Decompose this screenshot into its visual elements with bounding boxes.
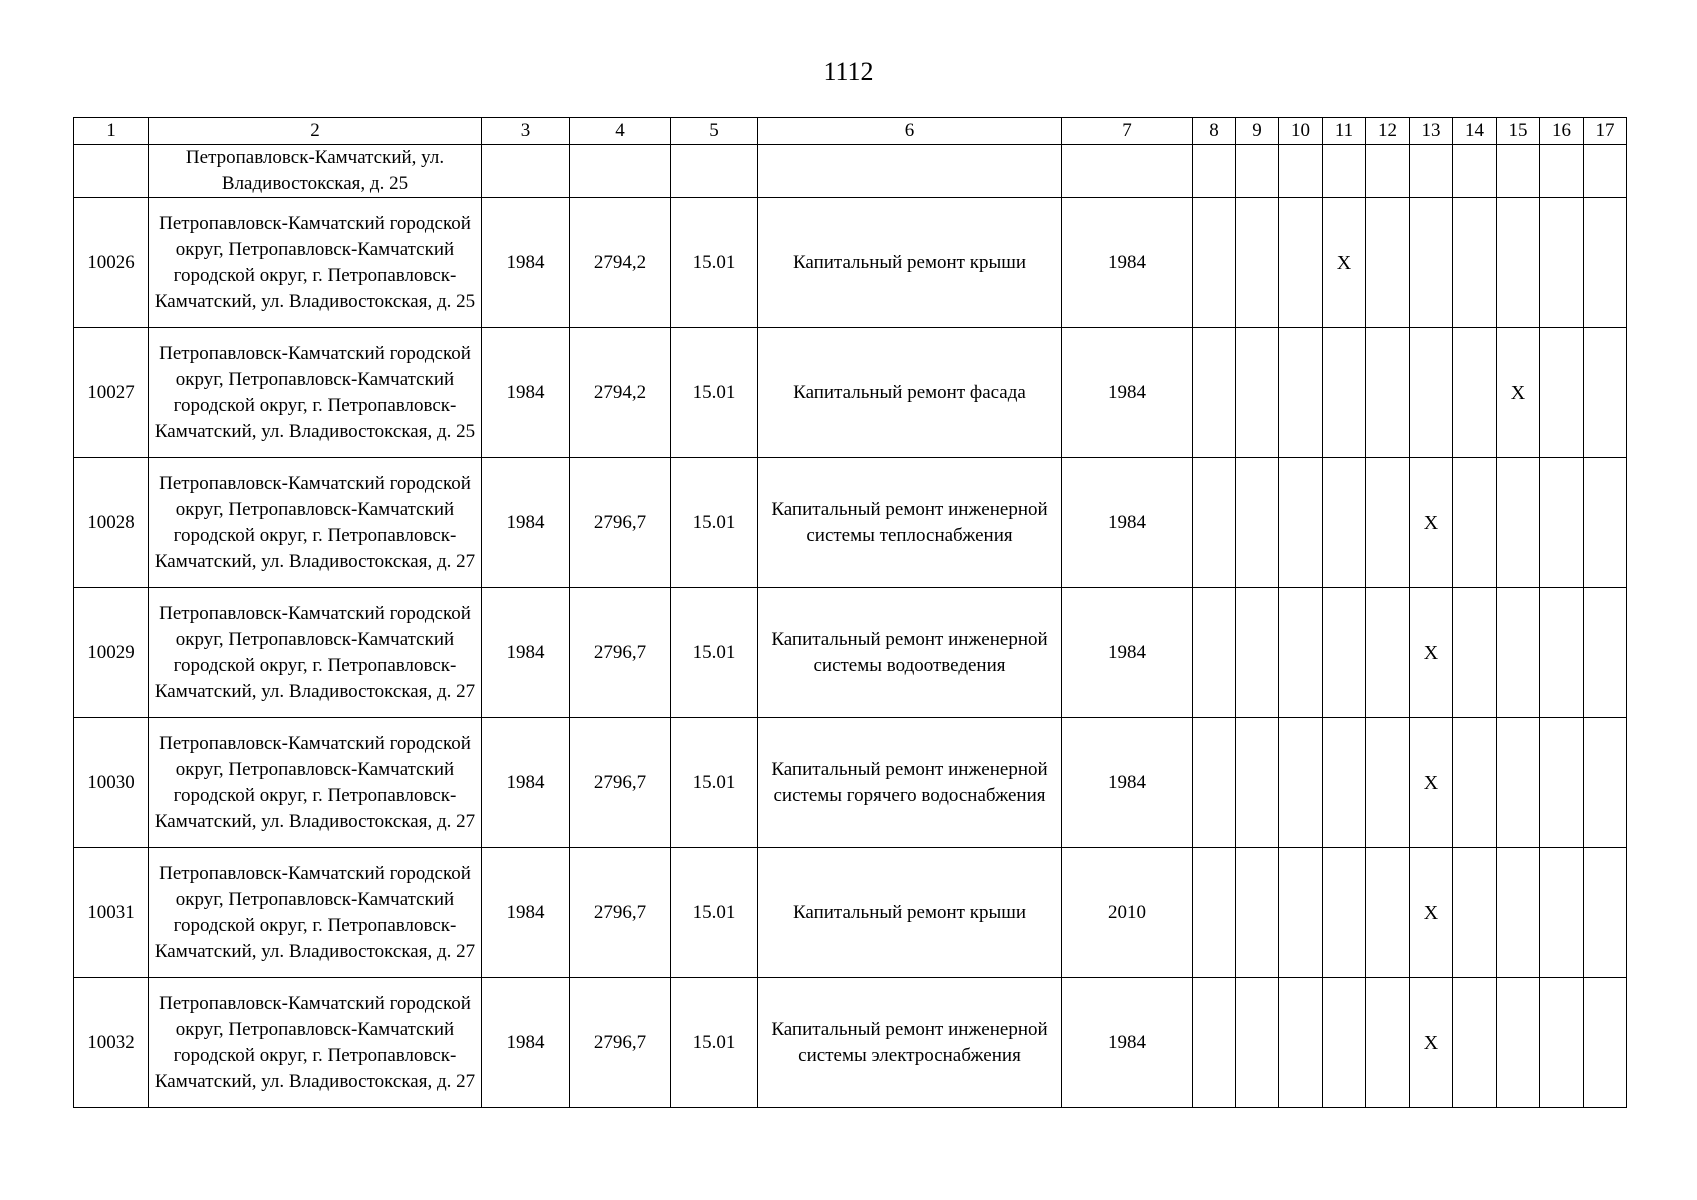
cell-mark-col-12	[1366, 588, 1410, 718]
table-row	[74, 198, 1627, 328]
cell-code: 15.01	[671, 198, 758, 328]
cell-code: 15.01	[671, 328, 758, 458]
table-row	[74, 718, 1627, 848]
cell-mark-col-15: X	[1497, 328, 1540, 458]
cell-year: 1984	[1062, 458, 1193, 588]
cell-empty	[570, 145, 671, 198]
cell-mark-col-16	[1540, 978, 1584, 1108]
cell-mark-col-8	[1193, 978, 1236, 1108]
cell-empty	[671, 145, 758, 198]
cell-mark-col-12	[1366, 718, 1410, 848]
cell-mark-col-13: X	[1410, 588, 1453, 718]
cell-year-built: 1984	[482, 588, 570, 718]
cell-mark-col-12	[1366, 978, 1410, 1108]
cell-mark-col-16	[1540, 328, 1584, 458]
cell-mark-col-8	[1193, 458, 1236, 588]
cell-area: 2796,7	[570, 848, 671, 978]
cell-year: 1984	[1062, 328, 1193, 458]
table-row	[74, 328, 1627, 458]
cell-address: Петропавловск-Камчатский городской округ, Петропавловск-Камчатский городской округ, г. Петропавловск-Камчатский, ул. Владивостокская, д. 27	[149, 588, 482, 718]
cell-code: 15.01	[671, 718, 758, 848]
cell-empty	[482, 145, 570, 198]
cell-year: 1984	[1062, 718, 1193, 848]
cell-work-type: Капитальный ремонт инженерной системы водоотведения	[758, 588, 1062, 718]
cell-id: 10030	[74, 718, 149, 848]
column-header: 9	[1236, 118, 1279, 145]
cell-code: 15.01	[671, 458, 758, 588]
cell-address: Петропавловск-Камчатский городской округ, Петропавловск-Камчатский городской округ, г. Петропавловск-Камчатский, ул. Владивостокская, д. 27	[149, 458, 482, 588]
cell-empty	[1323, 145, 1366, 198]
cell-mark-col-11	[1323, 588, 1366, 718]
table-row	[74, 978, 1627, 1108]
cell-mark-col-14	[1453, 718, 1497, 848]
cell-area: 2794,2	[570, 328, 671, 458]
cell-address: Петропавловск-Камчатский, ул. Владивостокская, д. 25	[149, 145, 482, 198]
cell-mark-col-15	[1497, 588, 1540, 718]
cell-year: 1984	[1062, 978, 1193, 1108]
cell-mark-col-13: X	[1410, 718, 1453, 848]
cell-work-type: Капитальный ремонт крыши	[758, 198, 1062, 328]
cell-area: 2796,7	[570, 588, 671, 718]
cell-address: Петропавловск-Камчатский городской округ, Петропавловск-Камчатский городской округ, г. Петропавловск-Камчатский, ул. Владивостокская, д. 27	[149, 718, 482, 848]
column-header: 12	[1366, 118, 1410, 145]
table-row	[74, 458, 1627, 588]
cell-empty	[1236, 145, 1279, 198]
cell-mark-col-11	[1323, 718, 1366, 848]
cell-id: 10027	[74, 328, 149, 458]
cell-mark-col-14	[1453, 588, 1497, 718]
cell-mark-col-8	[1193, 848, 1236, 978]
cell-empty	[1453, 145, 1497, 198]
cell-address: Петропавловск-Камчатский городской округ, Петропавловск-Камчатский городской округ, г. Петропавловск-Камчатский, ул. Владивостокская, д. 25	[149, 328, 482, 458]
cell-area: 2796,7	[570, 718, 671, 848]
cell-id: 10028	[74, 458, 149, 588]
cell-mark-col-10	[1279, 718, 1323, 848]
cell-address: Петропавловск-Камчатский городской округ, Петропавловск-Камчатский городской округ, г. Петропавловск-Камчатский, ул. Владивостокская, д. 27	[149, 848, 482, 978]
cell-id: 10032	[74, 978, 149, 1108]
cell-mark-col-8	[1193, 198, 1236, 328]
cell-mark-col-15	[1497, 978, 1540, 1108]
cell-empty	[758, 145, 1062, 198]
cell-work-type: Капитальный ремонт инженерной системы электроснабжения	[758, 978, 1062, 1108]
cell-mark-col-17	[1584, 978, 1627, 1108]
cell-mark-col-8	[1193, 718, 1236, 848]
cell-mark-col-9	[1236, 198, 1279, 328]
cell-empty	[1497, 145, 1540, 198]
cell-work-type: Капитальный ремонт инженерной системы теплоснабжения	[758, 458, 1062, 588]
cell-mark-col-16	[1540, 458, 1584, 588]
cell-mark-col-9	[1236, 458, 1279, 588]
table-body	[74, 145, 1627, 1108]
column-header: 8	[1193, 118, 1236, 145]
cell-mark-col-9	[1236, 328, 1279, 458]
cell-mark-col-14	[1453, 848, 1497, 978]
cell-mark-col-12	[1366, 198, 1410, 328]
cell-id	[74, 145, 149, 198]
cell-year-built: 1984	[482, 718, 570, 848]
cell-mark-col-10	[1279, 328, 1323, 458]
cell-mark-col-10	[1279, 198, 1323, 328]
cell-mark-col-13: X	[1410, 458, 1453, 588]
cell-work-type: Капитальный ремонт фасада	[758, 328, 1062, 458]
column-header: 14	[1453, 118, 1497, 145]
cell-area: 2796,7	[570, 978, 671, 1108]
cell-mark-col-15	[1497, 198, 1540, 328]
cell-mark-col-11	[1323, 848, 1366, 978]
cell-mark-col-15	[1497, 458, 1540, 588]
cell-mark-col-16	[1540, 848, 1584, 978]
table-row	[74, 588, 1627, 718]
column-header: 17	[1584, 118, 1627, 145]
cell-mark-col-15	[1497, 718, 1540, 848]
cell-year: 1984	[1062, 588, 1193, 718]
cell-work-type: Капитальный ремонт крыши	[758, 848, 1062, 978]
cell-mark-col-13: X	[1410, 848, 1453, 978]
cell-mark-col-14	[1453, 978, 1497, 1108]
cell-id: 10026	[74, 198, 149, 328]
cell-mark-col-14	[1453, 328, 1497, 458]
cell-year-built: 1984	[482, 848, 570, 978]
cell-mark-col-11: X	[1323, 198, 1366, 328]
cell-mark-col-11	[1323, 328, 1366, 458]
cell-mark-col-10	[1279, 588, 1323, 718]
cell-mark-col-17	[1584, 198, 1627, 328]
cell-mark-col-17	[1584, 718, 1627, 848]
cell-mark-col-17	[1584, 328, 1627, 458]
column-header: 16	[1540, 118, 1584, 145]
cell-mark-col-16	[1540, 588, 1584, 718]
cell-mark-col-17	[1584, 848, 1627, 978]
cell-mark-col-17	[1584, 588, 1627, 718]
cell-mark-col-11	[1323, 978, 1366, 1108]
cell-year-built: 1984	[482, 978, 570, 1108]
cell-mark-col-11	[1323, 458, 1366, 588]
cell-empty	[1279, 145, 1323, 198]
cell-mark-col-13	[1410, 198, 1453, 328]
cell-year-built: 1984	[482, 328, 570, 458]
cell-empty	[1193, 145, 1236, 198]
cell-mark-col-16	[1540, 198, 1584, 328]
cell-address: Петропавловск-Камчатский городской округ, Петропавловск-Камчатский городской округ, г. Петропавловск-Камчатский, ул. Владивостокская, д. 25	[149, 198, 482, 328]
cell-mark-col-16	[1540, 718, 1584, 848]
cell-mark-col-10	[1279, 458, 1323, 588]
table-row	[74, 848, 1627, 978]
column-header: 6	[758, 118, 1062, 145]
cell-mark-col-10	[1279, 848, 1323, 978]
cell-mark-col-15	[1497, 848, 1540, 978]
column-header: 5	[671, 118, 758, 145]
cell-empty	[1062, 145, 1193, 198]
column-header: 15	[1497, 118, 1540, 145]
cell-mark-col-13	[1410, 328, 1453, 458]
cell-area: 2796,7	[570, 458, 671, 588]
cell-mark-col-9	[1236, 588, 1279, 718]
cell-mark-col-9	[1236, 978, 1279, 1108]
column-header: 3	[482, 118, 570, 145]
cell-mark-col-12	[1366, 848, 1410, 978]
cell-mark-col-12	[1366, 458, 1410, 588]
column-number-header-row	[74, 118, 1627, 145]
cell-code: 15.01	[671, 588, 758, 718]
cell-mark-col-14	[1453, 198, 1497, 328]
cell-mark-col-12	[1366, 328, 1410, 458]
column-header: 2	[149, 118, 482, 145]
column-header: 1	[74, 118, 149, 145]
cell-mark-col-17	[1584, 458, 1627, 588]
cell-mark-col-8	[1193, 328, 1236, 458]
cell-empty	[1584, 145, 1627, 198]
cell-mark-col-14	[1453, 458, 1497, 588]
column-header: 4	[570, 118, 671, 145]
column-header: 13	[1410, 118, 1453, 145]
cell-mark-col-13: X	[1410, 978, 1453, 1108]
cell-year: 1984	[1062, 198, 1193, 328]
cell-area: 2794,2	[570, 198, 671, 328]
cell-mark-col-9	[1236, 848, 1279, 978]
cell-work-type: Капитальный ремонт инженерной системы горячего водоснабжения	[758, 718, 1062, 848]
cell-year-built: 1984	[482, 458, 570, 588]
cell-code: 15.01	[671, 978, 758, 1108]
cell-empty	[1366, 145, 1410, 198]
cell-mark-col-9	[1236, 718, 1279, 848]
column-header: 7	[1062, 118, 1193, 145]
cell-mark-col-10	[1279, 978, 1323, 1108]
cell-code: 15.01	[671, 848, 758, 978]
cell-address: Петропавловск-Камчатский городской округ, Петропавловск-Камчатский городской округ, г. Петропавловск-Камчатский, ул. Владивостокская, д. 27	[149, 978, 482, 1108]
column-header: 11	[1323, 118, 1366, 145]
capital-repair-table	[73, 117, 1627, 1108]
cell-mark-col-8	[1193, 588, 1236, 718]
cell-year-built: 1984	[482, 198, 570, 328]
continuation-row	[74, 145, 1627, 198]
page-number: 1112	[823, 57, 874, 86]
cell-id: 10031	[74, 848, 149, 978]
cell-empty	[1410, 145, 1453, 198]
cell-empty	[1540, 145, 1584, 198]
cell-year: 2010	[1062, 848, 1193, 978]
column-header: 10	[1279, 118, 1323, 145]
cell-id: 10029	[74, 588, 149, 718]
